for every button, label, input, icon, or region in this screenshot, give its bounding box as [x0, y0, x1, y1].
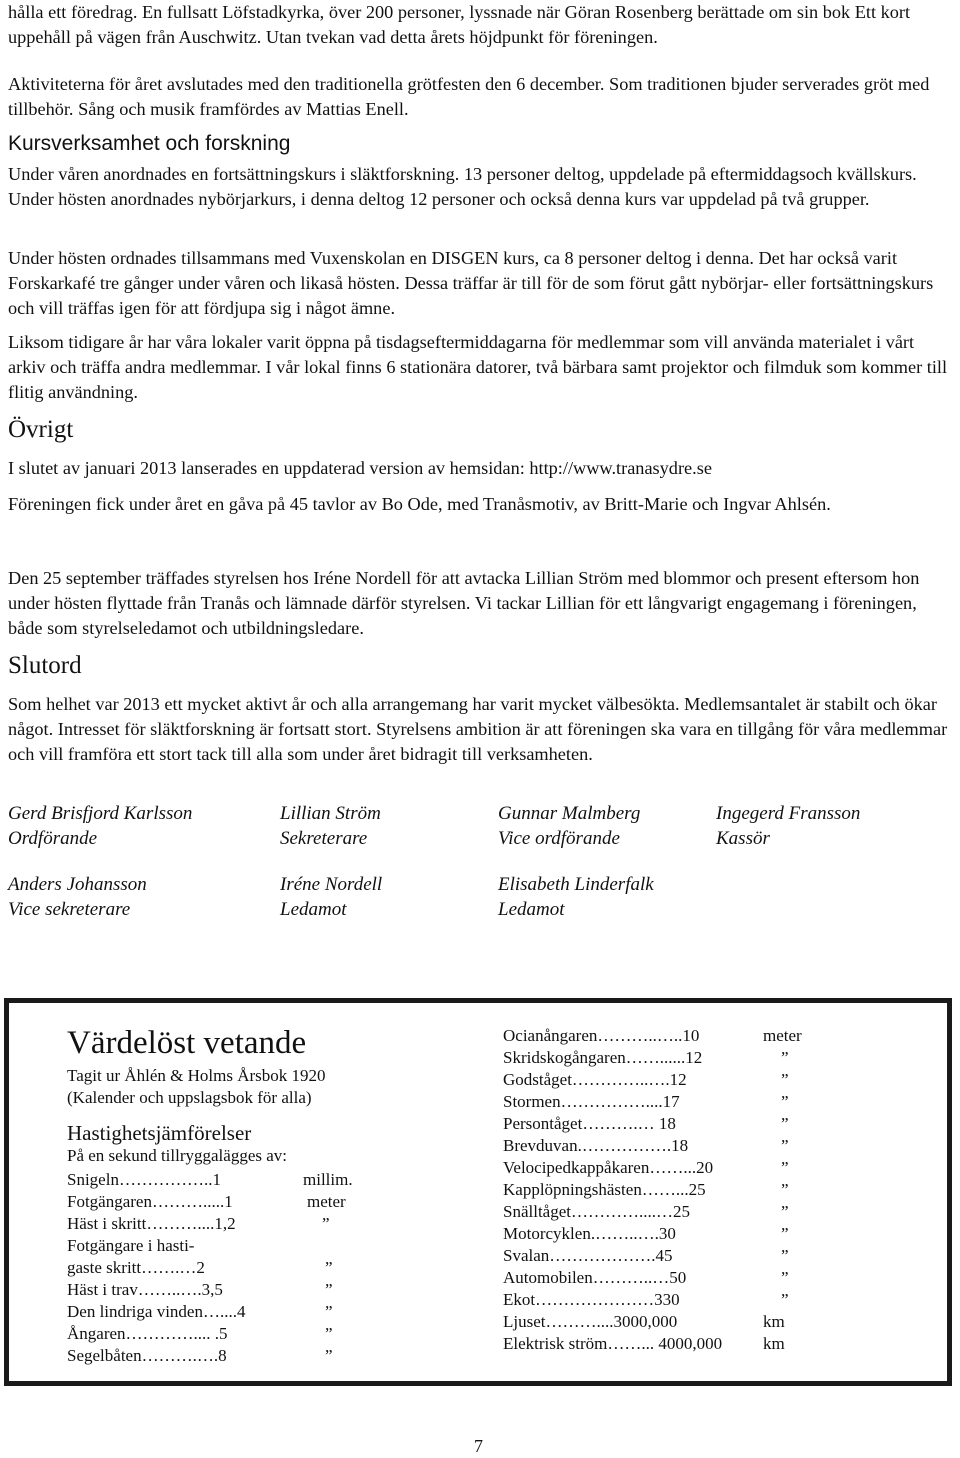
speed-row: Ångaren………….... .5 ”: [67, 1324, 333, 1343]
signature-name: Lillian Ström: [280, 803, 381, 824]
signature-name: Ingegerd Fransson: [716, 803, 861, 824]
speed-row: Kapplöpningshästen……...25 ”: [503, 1180, 789, 1199]
signature: [498, 872, 654, 922]
speed-row: Motorcyklen.……..….30 ”: [503, 1224, 789, 1243]
speed-row: Fotgängaren……….....1 meter: [67, 1192, 346, 1211]
signature: [280, 801, 381, 851]
box-title: Värdelöst vetande: [67, 1025, 307, 1061]
box-source: Tagit ur Åhlén & Holms Årsbok 1920: [67, 1066, 326, 1085]
signature: [716, 801, 860, 851]
intro-paragraph: Aktiviteterna för året avslutades med den traditionella grötfesten den 6 december. Som traditionen bjuder serverades gröt med tillbehör. Sång och musik framfördes av Mattias Enell.: [8, 74, 930, 119]
signature: [280, 872, 382, 922]
signature: [8, 872, 147, 922]
signature-name: Iréne Nordell: [280, 874, 383, 895]
box-subheading: Hastighetsjämförelser: [67, 1121, 252, 1145]
speed-row: gaste skritt…….…2 ”: [67, 1258, 333, 1277]
box-intro: På en sekund tillryggalägges av:: [67, 1146, 288, 1165]
kurs-paragraph: Under våren anordnades en fortsättningskurs i släktforskning. 13 personer deltog, uppdelade på eftermiddagsoch kvällskurs. Under hösten anordnades nybörjarkurs, i denna deltog 12 personer och också denna kurs var uppdelad på två grupper.: [8, 164, 917, 209]
speed-row: Häst i skritt………....1,2 ”: [67, 1214, 330, 1233]
speed-row: Ocianångaren………..…..10 meter: [503, 1026, 802, 1045]
ovrigt-paragraph: Den 25 september träffades styrelsen hos Iréne Nordell för att avtacka Lillian Ström med blommor och present eftersom hon under hösten flyttade från Tranås och lämnade därför styrelsen. Vi tackar Lillian för ett långvarigt engagemang i föreningen, både som styrelseledamot och utbildningsledare.: [8, 568, 920, 638]
trivia-box: [4, 998, 952, 1386]
signature-name: Anders Johansson: [8, 874, 147, 895]
speed-row: Brevduvan.…………….18 ”: [503, 1136, 789, 1155]
page-number: 7: [474, 1436, 483, 1456]
speed-row: Snälltåget…………....…25 ”: [503, 1202, 789, 1221]
section-heading-ovrigt: Övrigt: [8, 416, 74, 443]
signature-name: Gunnar Malmberg: [498, 803, 641, 824]
section-heading-slutord: Slutord: [8, 652, 82, 679]
speed-row: Ekot…………………330 ”: [503, 1290, 789, 1309]
signature-name: Gerd Brisfjord Karlsson: [8, 803, 193, 824]
kurs-paragraph: Under hösten ordnades tillsammans med Vuxenskolan en DISGEN kurs, ca 8 personer deltog i denna. Det har också varit Forskarkafé tre gånger under våren och likaså hösten. Dessa träffar är till för de som förut gått nybörjar- eller fortsättningskurs och vill träffas igen för att fördjupa sig i något ämne.: [8, 248, 934, 318]
speed-list-right: [503, 1025, 861, 1355]
signature-role: Ledamot: [498, 899, 565, 920]
signature-role: Sekreterare: [280, 828, 368, 849]
signature-name: Elisabeth Linderfalk: [498, 874, 654, 895]
signature-role: Ordförande: [8, 828, 98, 849]
speed-row: Svalan……………….45 ”: [503, 1246, 789, 1265]
signature-role: Kassör: [716, 828, 770, 849]
kurs-paragraph: Liksom tidigare år har våra lokaler varit öppna på tisdagseftermiddagarna för medlemmar som vill använda materialet i vårt arkiv och träffa andra medlemmar. I vår lokal finns 6 stationära datorer, två bärbara samt projektor och filmduk som kommer till flitig användning.: [8, 332, 948, 402]
speed-row: Snigeln……………..1 millim.: [67, 1170, 353, 1189]
speed-row: Persontåget……….… 18 ”: [503, 1114, 789, 1133]
signature-role: Vice ordförande: [498, 828, 620, 849]
section-heading-kurs: Kursverksamhet och forskning: [8, 132, 291, 155]
ovrigt-paragraph: Föreningen fick under året en gåva på 45 tavlor av Bo Ode, med Tranåsmotiv, av Britt-Marie och Ingvar Ahlsén.: [8, 494, 831, 514]
slutord-paragraph: Som helhet var 2013 ett mycket aktivt år och alla arrangemang har varit mycket välbesökta. Medlemsantalet är stabilt och ökar något. Intresset för släktforskning är fortsatt stort. Styrelsens ambition är att föreningen ska vara en tillgång för våra medlemmar och vill framföra ett stort tack till alla som under året bidragit till verksamheten.: [8, 694, 948, 764]
speed-row: Elektrisk ström……... 4000,000 km: [503, 1334, 785, 1353]
speed-row: Automobilen………..…50 ”: [503, 1268, 789, 1287]
speed-row: Häst i trav……..….3,5 ”: [67, 1280, 333, 1299]
speed-row: Skridskogångaren……......12 ”: [503, 1048, 789, 1067]
speed-row: Velocipedkappåkaren……...20 ”: [503, 1158, 789, 1177]
speed-row: Fotgängare i hasti-: [67, 1236, 195, 1255]
speed-row: Ljuset………....3000,000 km: [503, 1312, 785, 1331]
signature-role: Ledamot: [280, 899, 347, 920]
speed-row: Den lindriga vinden…....4 ”: [67, 1302, 333, 1321]
speed-row: Stormen……………....17 ”: [503, 1092, 789, 1111]
signature-role: Vice sekreterare: [8, 899, 131, 920]
intro-paragraph: hålla ett föredrag. En fullsatt Löfstadkyrka, över 200 personer, lyssnade när Göran Rosenberg berättade om sin bok Ett kort uppehåll på vägen från Auschwitz. Utan tvekan vad detta årets höjdpunkt för föreningen.: [8, 2, 911, 47]
box-source: (Kalender och uppslagsbok för alla): [67, 1088, 312, 1107]
speed-list-left: [67, 1169, 395, 1367]
signature: [498, 801, 640, 851]
signature: [8, 801, 192, 851]
ovrigt-paragraph: I slutet av januari 2013 lanserades en uppdaterad version av hemsidan: http://www.tranasydre.se: [8, 458, 712, 478]
speed-row: Godståget…………..….12 ”: [503, 1070, 789, 1089]
speed-row: Segelbåten……….….8 ”: [67, 1346, 333, 1365]
